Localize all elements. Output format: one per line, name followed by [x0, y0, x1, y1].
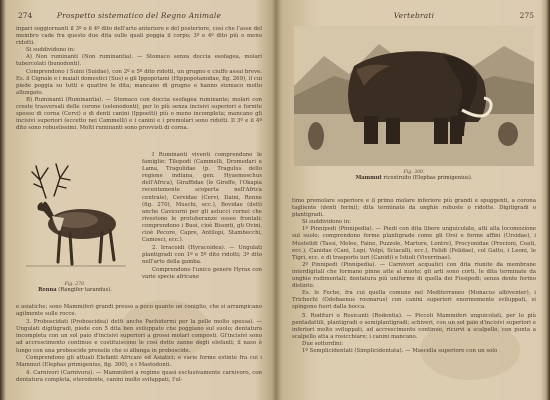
paragraph: Si suddividono in:: [302, 219, 351, 226]
paragraph: A) Non ruminanti (Non ruminantia). — Stomaco senza doccia esofagea, molari tubercolati (bunodonti).: [16, 54, 262, 68]
mammoth-figure: [294, 26, 534, 186]
paragraph: 1º Semplicidentati (Simplicidentata). — Mascella superiore con un solo: [302, 347, 498, 354]
page-number-right: 275: [519, 11, 534, 20]
caption-bold: Renna: [38, 287, 57, 293]
right-page: [290, 10, 538, 395]
paragraph: Comprendono gli attuali Elefanti Africani ed Asiatici; e varie forme estinte fra cui i Mammut (Elephas primigenius, fig. 300), e i Mastodonti.: [16, 354, 262, 368]
paragraph: timo premolare superiore e il primo molare inferiore più grandi e spuggenti, a corona tagliente (denti ferini); dita terminate da unghie robuste o ridotte. Digitigradi o plantigradi.: [292, 198, 536, 219]
paragraph: 5. Rodituri o Rosicanti (Rodentia). — Piccoli Mammiferi unguicolati, per lo più pentadattili, plantigradi o semiplantigradi; schiveri, con un sol paio d'incisivi superiori e inferiori molto sviluppati, ad accrescimento continuo, ricurvi a scalpello, con punta a scalpello atta a rosicchiare; i canini mancano.: [292, 312, 536, 340]
figure-caption: [16, 287, 134, 293]
paragraph: Comprendono i Suini (Suidae), con 2º e 5º dito ridotti, un grugno e ciuffo assai breve. Es. il Cignale e i maiali domestici (Sus) e gli Ippopotami (Hippopotamidae, fig. 269), il cui piede poggia su tutti e quattro le dita; mancano di grugno e hanno stomaco molto allungato.: [16, 68, 262, 96]
figure-caption: [294, 175, 534, 181]
page-number-left: 274: [18, 11, 33, 20]
paragraph: B) Ruminanti (Ruminantia). — Stomaco con doccia esofagea ruminante; molari con creste trasversali delle corone (selenodonti), per lo più senza incisivi superiori e fornite spesso di corna (Cervi) o di denti canini (Ippoetti) più o meno incompleta; mancano gli incisivi superiori (eccetto nei Cammelli) e i canini e i premolari sono ridotti. Il 3º e il 4º dito sono robustissimi. Molti ruminanti sono provvisti di corna.: [16, 96, 262, 132]
right-page-header: [290, 10, 538, 24]
paragraph: Comprendono l'unico genere Hyrax con varie specie africane: [142, 266, 262, 280]
right-body-text: [292, 198, 536, 355]
paragraph: Si suddividono in:: [26, 47, 75, 54]
paragraph: 3. Proboscidati (Proboscidea) detti anche Pachidermi per la pelle molto spessa). — Ungulati digitigradi, piede con 5 dita ben sviluppate che poggiano sul suolo; dentatura incompleta con un sol paio d'incisivi superiori a grossi molari composti. Gl'incisivi sono ad accrescimento continuo e costituiscono le così dette zanne degli elefanti; il naso è lungo con una proboscide prensile che si allunga in proboscide.: [16, 319, 262, 354]
reindeer-illustration: [16, 158, 134, 278]
figure-number: Fig. 270.: [64, 282, 86, 287]
left-top-text: [16, 26, 262, 132]
paragraph: inpari soggiornanti il 3º o il 4º dito dell'arto anteriore e del posteriore, così che l'asse del membro cade fra questo due dita sulle quali poggia il corpo; 3º e 4º dito più o meno ridotti.: [16, 26, 262, 47]
running-title-right: Vertebrati: [393, 11, 435, 20]
paragraph: I Ruminanti viventi comprendono le famiglie: Tilopodi (Cammelli, Dromedari e Lama, Tragulidae (p. Tragulus dello regione indiana, gen. Hyaemoschus dell'Africa), Giraffidae (le Giraffe, l'Okapia recentemente scoperta nell'Africa centrale), Cervidae (Cervi, Daini, Renne (fig. 270), Muschi, ecc.), Bovidae (detti anche Cavicorni per gli astucci cornei che rivestono le protuberanze ossee frontali; comprendono i Buoi, cioè Bisonti, gli Ovini, cioè Pecore, Capre, Antilopi, Stambecchi, Camosci, ecc.).: [142, 152, 262, 244]
paragraph: e asiatiche; sono Mammiferi grandi presso a poco quanto un coniglio, che si arrampicano agilmente sulle rocce.: [16, 304, 262, 318]
caption-rest: (Rangifer tarandus).: [58, 287, 112, 293]
left-page-header: [14, 10, 264, 24]
caption-bold: Mammut: [355, 175, 382, 181]
figure-number: Fig. 300.: [403, 170, 425, 175]
paragraph: Es. le Foche, fra cui quella comune nel Mediterraneo (Monacus albiventer), i Trichechi (Odobaenus rosmarus) con canini superiori enormemente sviluppati, si spingono fuori dalla bocca.: [292, 290, 536, 311]
paragraph: Due sottordini:: [302, 340, 344, 347]
left-bottom-text: [16, 304, 262, 384]
paragraph: 2. Irracoidi (Hyracoidea). — Ungulati plantigradi con 1º e 5º dito ridotti; 3º dito nell'arto della gamba.: [142, 245, 262, 266]
paragraph: 4. Carnivori (Carnivora). — Mammiferi a regime quasi esclusivamente carnivoro, con dentatura completa, eterodonte, canini molto sviluppati, l'ul-: [16, 369, 262, 383]
caption-rest: ricostruito (Elephas primigenius).: [383, 175, 473, 181]
paragraph: 2º Pinnipedi (Pinnipedia). — Carnivori acquatici con dita riunite da membrane interdigitali che formano pinne atte al nuoto; gli arti sono corti, le dita terminate da unghie rudimentali; dentatura più uniforme di quella dei Fissipedi; senza dente ferino distinto.: [292, 261, 536, 290]
mammoth-illustration: [294, 26, 534, 166]
paragraph: 1º Pinnipedi (Pinnipedia). — Piedi con dita libere unguicolate, atti alla locomozione sul suolo; comprendono forme plantigrade come gli Orsi e forme affini (Ursidae), i Mustelidi (Tassi, Melee, Faine, Puzzole, Martore, Lontre), Procyonidae (Procioni, Coati, ecc.), Canidae (Cani, Lupi, Volpi, Sciacalli, ecc.), Felidi (Felidae), col Gatto, i Leoni, le Tigri, ecc. e di trasporto iuri (Canidi) e Istioli (Viverrinae).: [292, 226, 536, 261]
left-side-column: [142, 152, 262, 281]
reindeer-figure: [16, 158, 134, 298]
running-title-left: Prospetto sistematico del Regno Animale: [56, 11, 222, 20]
left-page: [14, 10, 264, 395]
